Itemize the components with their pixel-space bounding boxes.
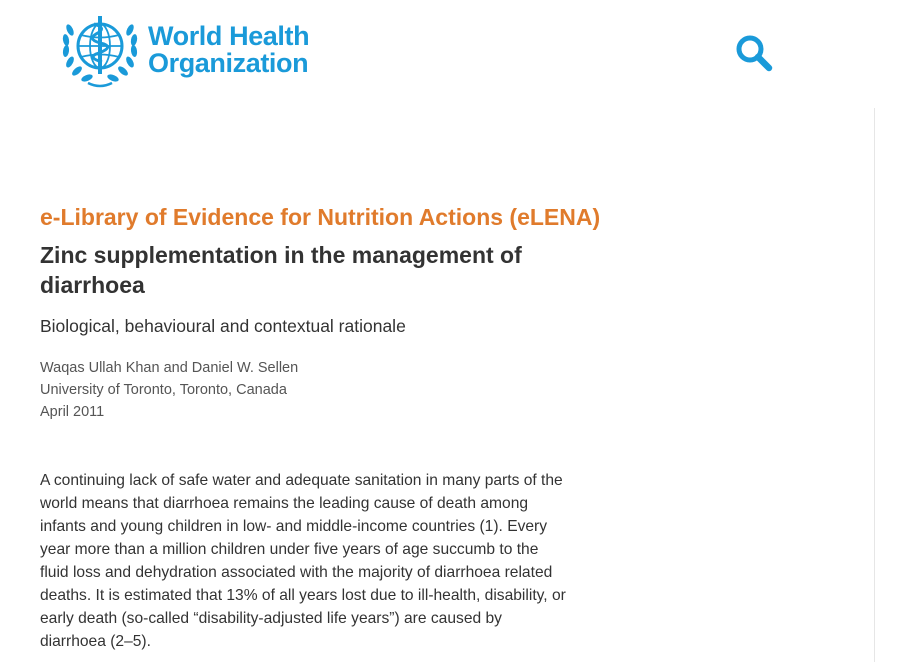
article-content (40, 198, 601, 653)
publication-date: April 2011 (40, 404, 105, 420)
page-title: Zinc supplementation in the management of diarrhoea (40, 242, 522, 298)
affiliation: University of Toronto, Toronto, Canada (40, 382, 287, 398)
who-logo-link[interactable] (58, 10, 309, 90)
site-header (0, 0, 909, 110)
wordmark-line-2: Organization (148, 48, 309, 78)
who-wordmark (148, 23, 309, 77)
wordmark-line-1: World Health (148, 21, 310, 51)
article-meta (40, 357, 580, 423)
search-button[interactable] (732, 30, 776, 74)
page-subtitle: Biological, behavioural and contextual rationale (40, 316, 406, 336)
series-kicker: e-Library of Evidence for Nutrition Actions (eLENA) (40, 204, 601, 230)
who-emblem-icon (58, 10, 142, 90)
sidebar-divider (874, 108, 875, 662)
search-icon (732, 30, 776, 74)
intro-paragraph: A continuing lack of safe water and adequate sanitation in many parts of the world means that diarrhoea remains the leading cause of death among infants and young children in low- and middle-income countries (1). Every year more than a million children under five years of age succumb to the fluid loss and dehydration associated with the majority of diarrhoea related deaths. It is estimated that 13% of all years lost due to ill-health, disability, or early death (so-called “disability-adjusted life years”) are caused by diarrhoea (2–5). (40, 472, 566, 650)
authors: Waqas Ullah Khan and Daniel W. Sellen (40, 360, 299, 376)
